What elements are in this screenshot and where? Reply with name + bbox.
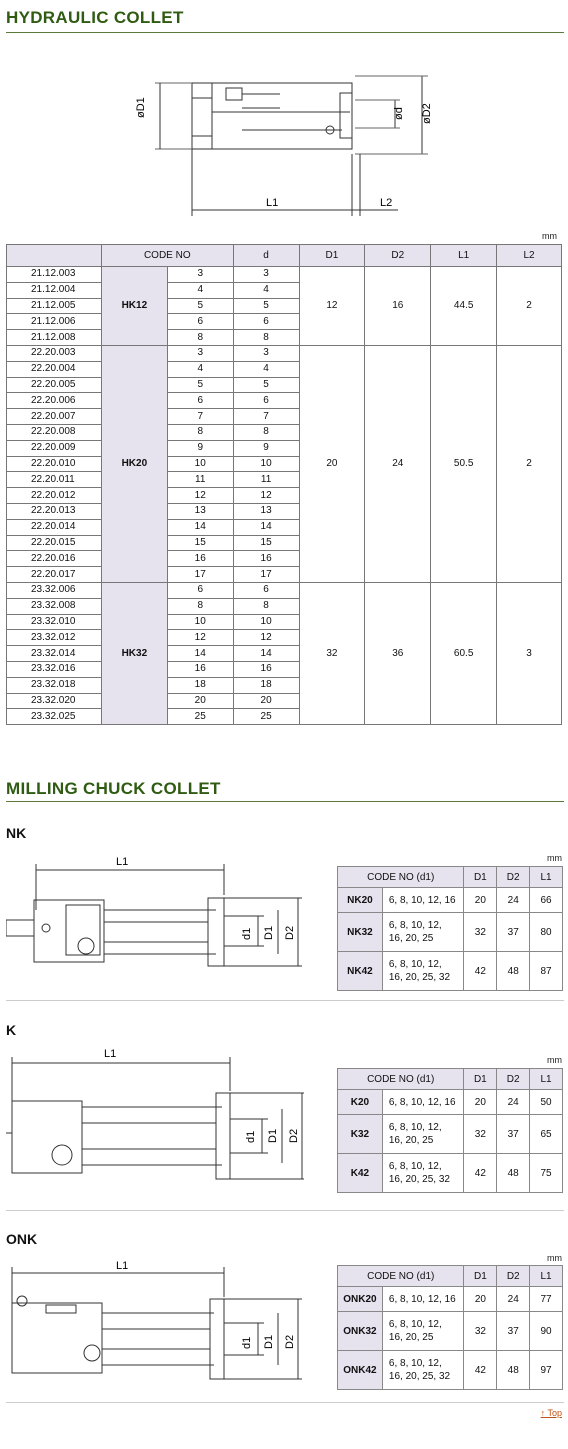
- code-cell: 23.32.018: [7, 677, 102, 693]
- d-cell: 14: [233, 519, 299, 535]
- d-cell: 15: [233, 535, 299, 551]
- code-cell: 22.20.013: [7, 503, 102, 519]
- divider-bottom: [6, 1402, 564, 1403]
- code-cell: 23.32.020: [7, 693, 102, 709]
- divider-k-onk: [6, 1210, 564, 1211]
- back-to-top-link[interactable]: [541, 1408, 562, 1418]
- d1-cell: 6, 8, 10, 12, 16, 20, 25, 32: [382, 1351, 464, 1390]
- code-cell: ONK32: [338, 1312, 383, 1351]
- onk-unit: mm: [547, 1253, 562, 1263]
- size-cell: 6: [167, 582, 233, 598]
- code-cell: ONK20: [338, 1287, 383, 1312]
- D1-cell: 32: [464, 913, 497, 952]
- code-cell: 22.20.011: [7, 472, 102, 488]
- size-cell: 6: [167, 314, 233, 330]
- nk-label-D2: D2: [284, 925, 296, 940]
- nk-collet-diagram: [6, 850, 316, 980]
- d1-cell: 6, 8, 10, 12, 16: [382, 888, 464, 913]
- onk-header-code: CODE NO (d1): [338, 1266, 464, 1287]
- D2-cell: 24: [497, 888, 530, 913]
- size-cell: 17: [167, 567, 233, 583]
- code-cell: 21.12.005: [7, 298, 102, 314]
- table-row: [338, 888, 563, 913]
- hydraulic-title-rule: [6, 32, 564, 33]
- onk-header-D2: D2: [497, 1266, 530, 1287]
- d1-cell: 6, 8, 10, 12, 16: [382, 1287, 464, 1312]
- size-cell: 6: [167, 393, 233, 409]
- nk-header-code: CODE NO (d1): [338, 867, 464, 888]
- table-row: [7, 582, 562, 598]
- k-header-D2: D2: [497, 1069, 530, 1090]
- L1-cell: 75: [530, 1154, 563, 1193]
- d-cell: 8: [233, 424, 299, 440]
- size-cell: 12: [167, 488, 233, 504]
- nk-header-D1: D1: [464, 867, 497, 888]
- table-row: [338, 1090, 563, 1115]
- header-D1: D1: [299, 245, 365, 267]
- d-cell: 14: [233, 646, 299, 662]
- size-cell: 12: [167, 630, 233, 646]
- d1-cell: 6, 8, 10, 12, 16, 20, 25, 32: [382, 952, 464, 991]
- code-cell: 23.32.008: [7, 598, 102, 614]
- code-cell: 22.20.012: [7, 488, 102, 504]
- d-cell: 3: [233, 267, 299, 283]
- code-cell: 23.32.010: [7, 614, 102, 630]
- size-cell: 15: [167, 535, 233, 551]
- k-label-D1: D1: [267, 1128, 279, 1143]
- size-cell: 20: [167, 693, 233, 709]
- size-cell: 4: [167, 282, 233, 298]
- d-cell: 11: [233, 472, 299, 488]
- L1-cell: 50.5: [431, 345, 497, 582]
- k-collet-diagram: [6, 1043, 316, 1183]
- milling-title-rule: [6, 801, 564, 802]
- divider-nk-k: [6, 1000, 564, 1001]
- D2-cell: 48: [497, 1154, 530, 1193]
- onk-header-L1: L1: [530, 1266, 563, 1287]
- D2-cell: 48: [497, 952, 530, 991]
- D1-cell: 32: [464, 1115, 497, 1154]
- size-cell: 13: [167, 503, 233, 519]
- d-cell: 10: [233, 614, 299, 630]
- d1-cell: 6, 8, 10, 12, 16, 20, 25: [382, 1312, 464, 1351]
- code-cell: K32: [338, 1115, 383, 1154]
- D2-cell: 37: [497, 913, 530, 952]
- label-D2: øD2: [421, 103, 433, 124]
- code-cell: 22.20.017: [7, 567, 102, 583]
- D1-cell: 20: [299, 345, 365, 582]
- size-cell: 8: [167, 424, 233, 440]
- size-cell: 3: [167, 267, 233, 283]
- size-cell: 4: [167, 361, 233, 377]
- k-header-L1: L1: [530, 1069, 563, 1090]
- code-cell: NK32: [338, 913, 383, 952]
- code-cell: 22.20.006: [7, 393, 102, 409]
- D1-cell: 20: [464, 1090, 497, 1115]
- size-cell: 5: [167, 377, 233, 393]
- code-cell: 22.20.004: [7, 361, 102, 377]
- D2-cell: 48: [497, 1351, 530, 1390]
- size-cell: 5: [167, 298, 233, 314]
- onk-label: ONK: [6, 1231, 38, 1247]
- k-header-D1: D1: [464, 1069, 497, 1090]
- label-d: ød: [393, 107, 405, 120]
- hydraulic-collet-diagram: [130, 68, 450, 224]
- onk-label-L1: L1: [116, 1260, 129, 1272]
- code-cell: 23.32.025: [7, 709, 102, 725]
- onk-label-d1: d1: [241, 1336, 253, 1349]
- D1-cell: 20: [464, 888, 497, 913]
- header-D2: D2: [365, 245, 431, 267]
- L1-cell: 87: [530, 952, 563, 991]
- nk-label-L1: L1: [116, 856, 129, 868]
- d-cell: 13: [233, 503, 299, 519]
- d-cell: 3: [233, 345, 299, 361]
- code-cell: 22.20.005: [7, 377, 102, 393]
- L1-cell: 60.5: [431, 582, 497, 724]
- k-label-D2: D2: [288, 1128, 300, 1143]
- d-cell: 5: [233, 298, 299, 314]
- code-cell: 23.32.016: [7, 661, 102, 677]
- table-row: [338, 913, 563, 952]
- top-link-label: Top: [547, 1408, 562, 1418]
- d-cell: 6: [233, 582, 299, 598]
- size-cell: 10: [167, 614, 233, 630]
- size-cell: 3: [167, 345, 233, 361]
- D2-cell: 37: [497, 1115, 530, 1154]
- size-cell: 14: [167, 646, 233, 662]
- code-cell: 22.20.007: [7, 409, 102, 425]
- d-cell: 10: [233, 456, 299, 472]
- k-label: K: [6, 1022, 17, 1038]
- code-cell: NK42: [338, 952, 383, 991]
- d-cell: 16: [233, 661, 299, 677]
- table-row: [338, 1154, 563, 1193]
- d1-cell: 6, 8, 10, 12, 16: [382, 1090, 464, 1115]
- d-cell: 8: [233, 330, 299, 346]
- size-cell: 14: [167, 519, 233, 535]
- size-cell: 7: [167, 409, 233, 425]
- label-L1: L1: [266, 197, 279, 209]
- D1-cell: 32: [299, 582, 365, 724]
- group-name-cell: HK32: [101, 582, 167, 724]
- header-d: d: [233, 245, 299, 267]
- code-cell: 22.20.010: [7, 456, 102, 472]
- nk-label: NK: [6, 825, 27, 841]
- header-L1: L1: [431, 245, 497, 267]
- d-cell: 25: [233, 709, 299, 725]
- L1-cell: 80: [530, 913, 563, 952]
- label-D1: øD1: [135, 97, 147, 118]
- size-cell: 10: [167, 456, 233, 472]
- code-cell: K42: [338, 1154, 383, 1193]
- L2-cell: 3: [497, 582, 562, 724]
- D2-cell: 37: [497, 1312, 530, 1351]
- onk-table: [337, 1265, 563, 1390]
- nk-unit: mm: [547, 853, 562, 863]
- d1-cell: 6, 8, 10, 12, 16, 20, 25: [382, 1115, 464, 1154]
- code-cell: 22.20.016: [7, 551, 102, 567]
- code-cell: 22.20.015: [7, 535, 102, 551]
- label-L2: L2: [380, 197, 393, 209]
- D2-cell: 16: [365, 267, 431, 346]
- nk-header-D2: D2: [497, 867, 530, 888]
- hydraulic-unit: mm: [542, 231, 557, 241]
- code-cell: ONK42: [338, 1351, 383, 1390]
- up-arrow-icon: ↑: [540, 1408, 546, 1418]
- code-cell: 21.12.006: [7, 314, 102, 330]
- d-cell: 17: [233, 567, 299, 583]
- d1-cell: 6, 8, 10, 12, 16, 20, 25, 32: [382, 1154, 464, 1193]
- onk-label-D1: D1: [263, 1334, 275, 1349]
- k-unit: mm: [547, 1055, 562, 1065]
- D1-cell: 20: [464, 1287, 497, 1312]
- d-cell: 12: [233, 488, 299, 504]
- D1-cell: 42: [464, 1154, 497, 1193]
- code-cell: 21.12.003: [7, 267, 102, 283]
- d-cell: 9: [233, 440, 299, 456]
- size-cell: 16: [167, 551, 233, 567]
- d-cell: 6: [233, 314, 299, 330]
- d-cell: 4: [233, 282, 299, 298]
- nk-label-D1: D1: [263, 925, 275, 940]
- code-cell: 22.20.003: [7, 345, 102, 361]
- k-label-L1: L1: [104, 1048, 117, 1060]
- d-cell: 6: [233, 393, 299, 409]
- D1-cell: 42: [464, 1351, 497, 1390]
- d-cell: 20: [233, 693, 299, 709]
- size-cell: 8: [167, 330, 233, 346]
- d-cell: 5: [233, 377, 299, 393]
- d-cell: 18: [233, 677, 299, 693]
- onk-collet-diagram: [6, 1257, 316, 1387]
- L1-cell: 65: [530, 1115, 563, 1154]
- table-row: [338, 1287, 563, 1312]
- D1-cell: 12: [299, 267, 365, 346]
- L2-cell: 2: [497, 267, 562, 346]
- d-cell: 4: [233, 361, 299, 377]
- nk-header-L1: L1: [530, 867, 563, 888]
- group-name-cell: HK12: [101, 267, 167, 346]
- k-label-d1: d1: [245, 1130, 257, 1143]
- table-row: [338, 952, 563, 991]
- size-cell: 16: [167, 661, 233, 677]
- header-code-no: CODE NO: [101, 245, 233, 267]
- D2-cell: 36: [365, 582, 431, 724]
- table-row: [7, 345, 562, 361]
- code-cell: K20: [338, 1090, 383, 1115]
- table-row: [338, 1115, 563, 1154]
- L1-cell: 66: [530, 888, 563, 913]
- hydraulic-title: HYDRAULIC COLLET: [6, 8, 184, 27]
- d-cell: 16: [233, 551, 299, 567]
- nk-table: [337, 866, 563, 991]
- header-blank: [7, 245, 102, 267]
- code-cell: 22.20.008: [7, 424, 102, 440]
- table-row: [7, 267, 562, 283]
- code-cell: 23.32.006: [7, 582, 102, 598]
- d-cell: 8: [233, 598, 299, 614]
- L2-cell: 2: [497, 345, 562, 582]
- L1-cell: 44.5: [431, 267, 497, 346]
- code-cell: NK20: [338, 888, 383, 913]
- D1-cell: 32: [464, 1312, 497, 1351]
- code-cell: 22.20.009: [7, 440, 102, 456]
- code-cell: 23.32.014: [7, 646, 102, 662]
- onk-label-D2: D2: [284, 1334, 296, 1349]
- size-cell: 11: [167, 472, 233, 488]
- size-cell: 18: [167, 677, 233, 693]
- onk-header-D1: D1: [464, 1266, 497, 1287]
- D2-cell: 24: [497, 1090, 530, 1115]
- code-cell: 21.12.008: [7, 330, 102, 346]
- table-row: [338, 1351, 563, 1390]
- header-L2: L2: [497, 245, 562, 267]
- size-cell: 9: [167, 440, 233, 456]
- d-cell: 7: [233, 409, 299, 425]
- D1-cell: 42: [464, 952, 497, 991]
- L1-cell: 77: [530, 1287, 563, 1312]
- table-row: [338, 1312, 563, 1351]
- milling-title: MILLING CHUCK COLLET: [6, 779, 221, 798]
- size-cell: 25: [167, 709, 233, 725]
- hydraulic-collet-table: [6, 244, 562, 725]
- group-name-cell: HK20: [101, 345, 167, 582]
- size-cell: 8: [167, 598, 233, 614]
- code-cell: 23.32.012: [7, 630, 102, 646]
- code-cell: 21.12.004: [7, 282, 102, 298]
- L1-cell: 90: [530, 1312, 563, 1351]
- d-cell: 12: [233, 630, 299, 646]
- k-table: [337, 1068, 563, 1193]
- L1-cell: 97: [530, 1351, 563, 1390]
- d1-cell: 6, 8, 10, 12, 16, 20, 25: [382, 913, 464, 952]
- k-header-code: CODE NO (d1): [338, 1069, 464, 1090]
- code-cell: 22.20.014: [7, 519, 102, 535]
- nk-label-d1: d1: [241, 927, 253, 940]
- L1-cell: 50: [530, 1090, 563, 1115]
- D2-cell: 24: [365, 345, 431, 582]
- D2-cell: 24: [497, 1287, 530, 1312]
